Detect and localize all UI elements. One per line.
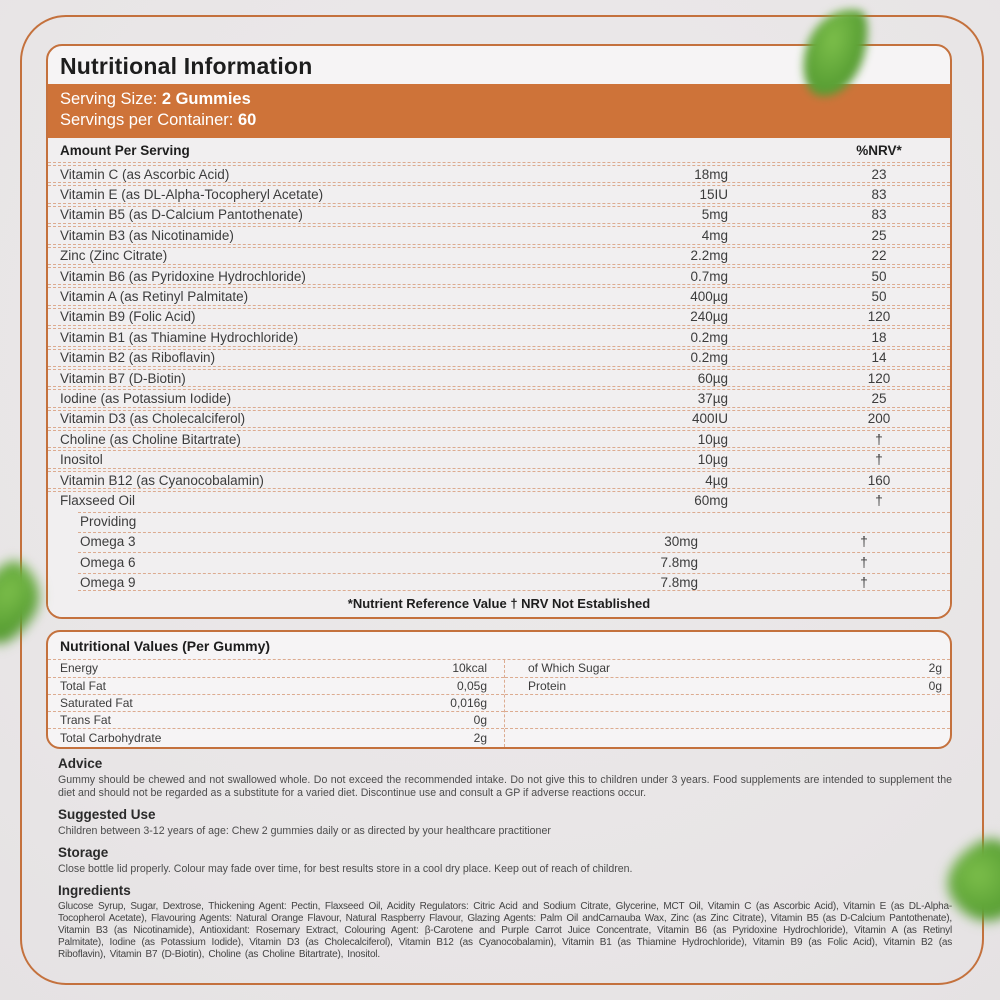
table-row: Vitamin E (as DL-Alpha-Tocopheryl Acetate) 15IU 83 — [48, 185, 950, 203]
suggested-use-heading: Suggested Use — [58, 806, 156, 822]
values-panel-title: Nutritional Values (Per Gummy) — [48, 632, 950, 660]
table-row: Choline (as Choline Bitartrate) 10µg † — [48, 430, 950, 448]
suggested-use-body: Children between 3-12 years of age: Chew 2 gummies daily or as directed by your healthcare practitioner — [58, 824, 551, 837]
table-row: Vitamin B12 (as Cyanocobalamin) 4µg 160 — [48, 471, 950, 489]
ingredients-section — [58, 883, 952, 961]
advice-body: Gummy should be chewed and not swallowed whole. Do not exceed the recommended intake. Do not give this to children under 3 years. Food supplements are intended to supplement the diet and should not be regarded as a substitute for a varied diet. Discontinue use and consult a GP if adverse reactions occur. — [58, 773, 952, 799]
servings-label: Servings per Container: — [60, 111, 234, 129]
value-row: Saturated Fat 0,016g — [48, 695, 504, 712]
table-row: Vitamin B7 (D-Biotin) 60µg 120 — [48, 369, 950, 387]
value-row: Trans Fat 0g — [48, 712, 504, 729]
serving-size-label: Serving Size: — [60, 90, 158, 108]
value-row: Total Fat 0,05g — [48, 678, 504, 695]
table-row: Vitamin C (as Ascorbic Acid) 18mg 23 — [48, 165, 950, 183]
table-row: Vitamin B2 (as Riboflavin) 0.2mg 14 — [48, 349, 950, 367]
supplement-table — [48, 138, 950, 617]
table-row: Vitamin B9 (Folic Acid) 240µg 120 — [48, 308, 950, 326]
value-row-empty — [505, 729, 950, 746]
nutritional-information-panel — [46, 44, 952, 619]
table-row: Vitamin B6 (as Pyridoxine Hydrochloride) 0.7mg 50 — [48, 267, 950, 285]
table-row: Vitamin B3 (as Nicotinamide) 4mg 25 — [48, 226, 950, 244]
suggested-use-section — [58, 807, 952, 838]
serving-size-value: 2 Gummies — [161, 90, 251, 108]
value-row: of Which Sugar 2g — [505, 660, 950, 677]
table-row: Iodine (as Potassium Iodide) 37µg 25 — [48, 389, 950, 407]
table-row: Flaxseed Oil 60mg † — [48, 491, 950, 509]
ingredients-heading: Ingredients — [58, 882, 131, 898]
values-right-column — [504, 660, 950, 746]
table-row: Inositol 10µg † — [48, 450, 950, 468]
panel-title: Nutritional Information — [60, 53, 313, 79]
value-row-empty — [505, 695, 950, 712]
value-row: Protein 0g — [505, 678, 950, 695]
advice-section — [58, 756, 952, 800]
value-row: Energy 10kcal — [48, 660, 504, 677]
servings-value: 60 — [237, 111, 257, 129]
table-row: Vitamin B1 (as Thiamine Hydrochloride) 0.2mg 18 — [48, 328, 950, 346]
table-row: Providing — [78, 512, 950, 530]
nutritional-values-panel — [46, 630, 952, 748]
values-left-column — [48, 660, 504, 746]
table-row: Vitamin D3 (as Cholecalciferol) 400IU 200 — [48, 410, 950, 428]
table-row: Vitamin B5 (as D-Calcium Pantothenate) 5mg 83 — [48, 206, 950, 224]
table-row: Omega 3 30mg † — [78, 532, 950, 550]
storage-heading: Storage — [58, 844, 109, 860]
values-grid — [48, 660, 950, 746]
table-row: Omega 6 7.8mg † — [78, 552, 950, 570]
amount-per-serving-header: Amount Per Serving — [60, 142, 190, 158]
ingredients-body: Glucose Syrup, Sugar, Dextrose, Thickening Agent: Pectin, Flaxseed Oil, Acidity Regulators: Citric Acid and Sodium Citrate, Glycerine, MCT Oil, Vitamin C (as Ascorbic Acid), Vitamin E (as DL-Alpha-Tocopherol Acetate), Flavouring Agents: Natural Orange Flavour, Natural Raspberry Flavour, Glazing Agents: Palm Oil andCarnauba Wax, Zinc (as Zinc Citrate), Vitamin B5 (as D-Calcium Pantothenate), Vitamin B3 (as Nicotinamide), Antioxidant: Rosemary Extract, Colouring Agent: β-Carotene and Purple Carrot Juice Concentrate, Vitamin B6 (as Pyridoxine Hydrochloride), Vitamin A (as Retinyl Palmitate), Iodine (as Potassium Iodide), Vitamin D3 (as Cholecalciferol), Vitamin B12 (as Cyanocobalamin), Vitamin B1 (as Thiamine Hydrochloride), Vitamin B9 (as Folic Acid), Vitamin B2 (as Riboflavin), Vitamin B7 (D-Biotin), Choline (as Choline Bitartrate), Inositol. — [58, 900, 952, 961]
servings-per-container-line — [60, 110, 938, 131]
advice-heading: Advice — [58, 755, 103, 771]
storage-body: Close bottle lid properly. Colour may fade over time, for best results store in a cool dry place. Keep out of reach of children. — [58, 862, 633, 875]
nrv-header: %NRV* — [856, 142, 902, 158]
table-row: Omega 9 7.8mg † — [78, 573, 950, 591]
nrv-footnote: *Nutrient Reference Value † NRV Not Established — [48, 591, 950, 614]
label-content — [46, 44, 952, 961]
value-row-empty — [505, 712, 950, 729]
table-row: Vitamin A (as Retinyl Palmitate) 400µg 50 — [48, 287, 950, 305]
storage-section — [58, 845, 952, 876]
value-row: Total Carbohydrate 2g — [60, 731, 487, 746]
table-header-row — [48, 138, 950, 163]
info-sections — [46, 756, 952, 961]
serving-size-line — [60, 89, 938, 110]
table-row: Zinc (Zinc Citrate) 2.2mg 22 — [48, 247, 950, 265]
